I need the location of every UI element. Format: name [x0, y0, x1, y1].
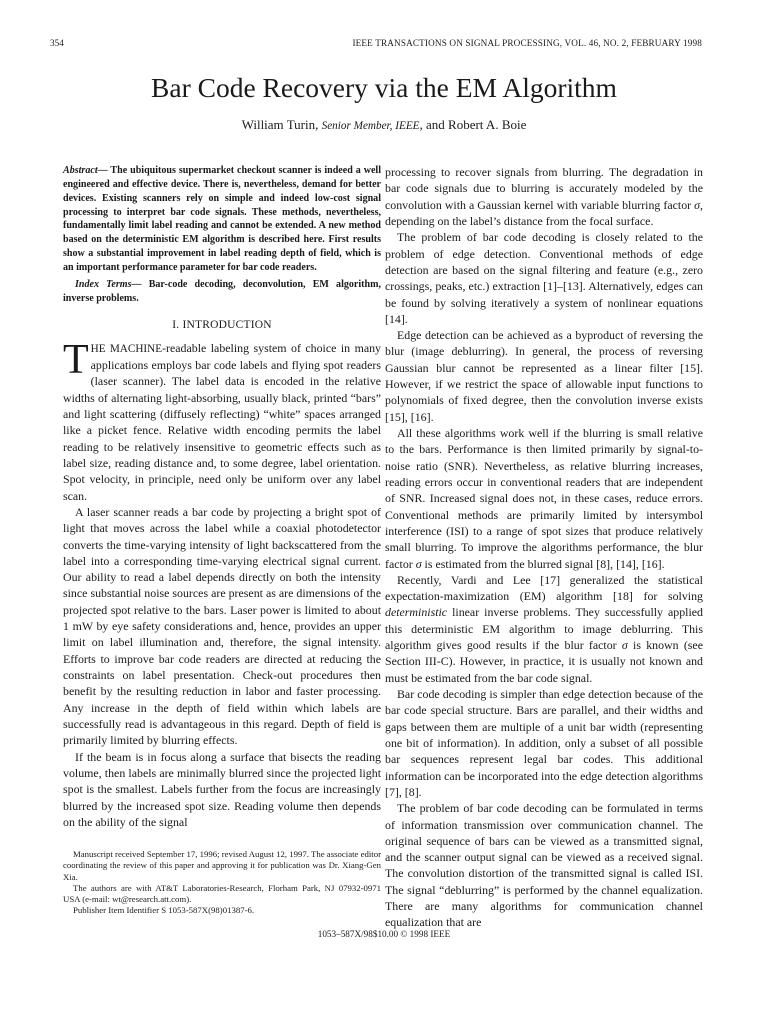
- author-name: William Turin,: [241, 117, 319, 132]
- right-paragraph-5: [385, 572, 703, 686]
- section-numeral: I.: [172, 319, 180, 332]
- right-paragraph-3: Edge detection can be achieved as a byproduct of reversing the blur (image deblurring). In general, the process of reversing Gaussian blur cannot be represented as a linear filter [15]. However, if we restrict the space of allowable input functions to polynomials of fixed degree, then the convolution inverse exists [15], [16].: [385, 328, 703, 424]
- right-paragraph-1: [385, 164, 703, 229]
- intro-paragraph-1: [63, 336, 381, 504]
- deterministic-italic: deterministic: [385, 605, 448, 620]
- author-affiliation: Senior Member, IEEE: [321, 120, 420, 132]
- footnote-authors: The authors are with AT&T Laboratories-Research, Florham Park, NJ 07932-0971 USA (e-mail: wt@research.att.com).: [63, 882, 381, 905]
- footnotes: [63, 849, 381, 917]
- right-paragraph-5-text-c: is known (see Section III-C). However, in practice, it is usually not known and must be estimated from the bar code signal.: [385, 638, 703, 685]
- right-paragraph-7: The problem of bar code decoding can be formulated in terms of information transmission over communication channel. The original sequence of bars can be viewed as a transmitted signal, and the scanner output signal can be viewed as a received signal. The convolution distortion of the transmitted signal is called ISI. The signal “deblurring” is performed by the channel equalization. There are many algorithms for communication channel equalization that are: [385, 801, 703, 930]
- right-paragraph-1-text-a: processing to recover signals from blurring. The degradation in bar code signals due to blurring is accurately modeled by the convolution with a Gaussian kernel with variable blurring factor: [385, 165, 703, 212]
- index-terms-lead: Index Terms—: [75, 278, 142, 290]
- paper-title: Bar Code Recovery via the EM Algorithm: [151, 72, 617, 103]
- section-title-initial: I: [182, 319, 187, 332]
- right-paragraph-4-text-b: is estimated from the blurred signal [8], [14], [16].: [421, 556, 665, 571]
- drop-cap: T: [63, 336, 89, 383]
- page-number: 354: [50, 38, 64, 48]
- abstract-lead: Abstract—: [63, 165, 108, 176]
- section-title-rest: NTRODUCTION: [186, 319, 272, 332]
- sigma-symbol: σ: [621, 638, 628, 653]
- index-terms: [63, 278, 381, 306]
- author-name-second: , and Robert A. Boie: [419, 117, 527, 132]
- right-paragraph-4-text-a: All these algorithms work well if the blurring is small relative to the bars. Performance is then limited primarily by signal-to-noise ratio (SNR). Nevertheless, as relative blurring increases, reading errors occur in conventional readers that are independent of SNR. Increased signal does not, in these cases, reduce errors. Conventional methods are primarily limited by intersymbol interference (ISI) to a range of spot sizes that produce relatively small blurring. To improve the algorithms performance, the blur factor: [385, 426, 703, 571]
- copyright-footer: 1053–587X/98$10.00 © 1998 IEEE: [317, 929, 451, 939]
- right-paragraph-5-text-b: linear inverse problems. They successfully applied this deterministic EM algorithm to image deblurring. This algorithm gives good results if the blur factor: [385, 605, 703, 653]
- footnote-manuscript: Manuscript received September 17, 1996; revised August 12, 1997. The associate editor coordinating the review of this paper and approving it for publication was Dr. Xiang-Gen Xia.: [63, 849, 381, 882]
- right-paragraph-4: [385, 425, 703, 572]
- abstract: [63, 164, 381, 275]
- right-paragraph-2: The problem of bar code decoding is closely related to the problem of edge detection. Conventional methods of edge detection are based on the signal filtering and feature (e.g., zero crossings, peaks, etc.) extraction [1]–[13]. Alternatively, edges can be found by solving iteratively a system of nonlinear equations [14].: [385, 230, 703, 326]
- intro-paragraph-1-text: -readable labeling system of choice in many applications employs bar code labels and flying spot readers (laser scanner). The label data is encoded in the relative widths of alternating light-absorbing, usually black, printed “bars” and light scattering (diffusely reflecting) “white” spaces arranged like a picket fence. Relative width encoding permits the label reading to be relatively insensitive to geometric effects such as label size, reading distance and, to some degree, label orientation. Spot velocity, in principle, need only be uniform over any label scan.: [63, 340, 381, 503]
- intro-paragraph-3: If the beam is in focus along a surface that bisects the reading volume, then labels are minimally blurred since the projected light spot is the smallest. Labels further from the focus are increasingly blurred by the increased spot size. Reading volume then depends on the ability of the signal: [63, 749, 381, 829]
- intro-lead-caps: HE MACHINE: [90, 342, 163, 355]
- right-paragraph-1-text-b: , depending on the label’s distance from the focal surface.: [385, 197, 703, 228]
- running-head: [50, 36, 702, 50]
- right-paragraph-5-text-a: Recently, Vardi and Lee [17] generalized the statistical expectation-maximization (EM) algorithm [18] for solving: [385, 572, 703, 604]
- journal-citation: IEEE TRANSACTIONS ON SIGNAL PROCESSING, VOL. 46, NO. 2, FEBRUARY 1998: [352, 38, 702, 48]
- section-heading-introduction: [63, 317, 381, 333]
- sigma-symbol: σ: [694, 197, 701, 212]
- right-paragraph-6: Bar code decoding is simpler than edge detection because of the bar code special structure. Bars are parallel, and their widths and gaps between them are multiple of a unit bar width (representing one bit of information). In addition, only a subset of all possible bar sequences represent legal bar codes. This additional information can be incorporated into the edge detection algorithms [7], [8].: [385, 687, 703, 799]
- left-column: [63, 164, 381, 830]
- abstract-text: The ubiquitous supermarket checkout scanner is indeed a well engineered and effective device. There is, nevertheless, demand for better devices. Existing scanners rely on simple and indeed low-cost signal processing to interpret bar code signals. These methods, nevertheless, fundamentally limit label reading and cannot be extended. A new method based on the deterministic EM algorithm is described here. First results show a substantial improvement in label reading depth of field, which is an important performance parameter for bar code readers.: [63, 165, 381, 273]
- index-terms-text: Bar-code decoding, deconvolution, EM algorithm, inverse problems.: [63, 278, 381, 304]
- intro-paragraph-2: A laser scanner reads a bar code by projecting a bright spot of light that moves across the label while a coaxial photodetector converts the time-varying intensity of light backscattered from the label into a corresponding time-varying electrical signal current. Our ability to read a label depends directly on both the intensity since substantial noise sources are present as are dimensions of the projected spot relative to the bars. Laser power is limited to about 1 mW by eye safety considerations and, hence, provides an upper limit on label illumination and, therefore, the signal intensity. Efforts to improve bar code readers are directed at reducing the constraints on label presentation. Check-out procedures then benefit by the resulting reduction in labor and faster processing. Any increase in the depth of field within which labels are successfully read is advantageous in this regard. Depth of field is primarily limited by blurring effects.: [63, 504, 381, 748]
- sigma-symbol: σ: [415, 556, 422, 571]
- footnote-publisher-id: Publisher Item Identifier S 1053-587X(98)01387-6.: [73, 905, 255, 916]
- right-column: [385, 164, 703, 931]
- author-line: [0, 116, 768, 135]
